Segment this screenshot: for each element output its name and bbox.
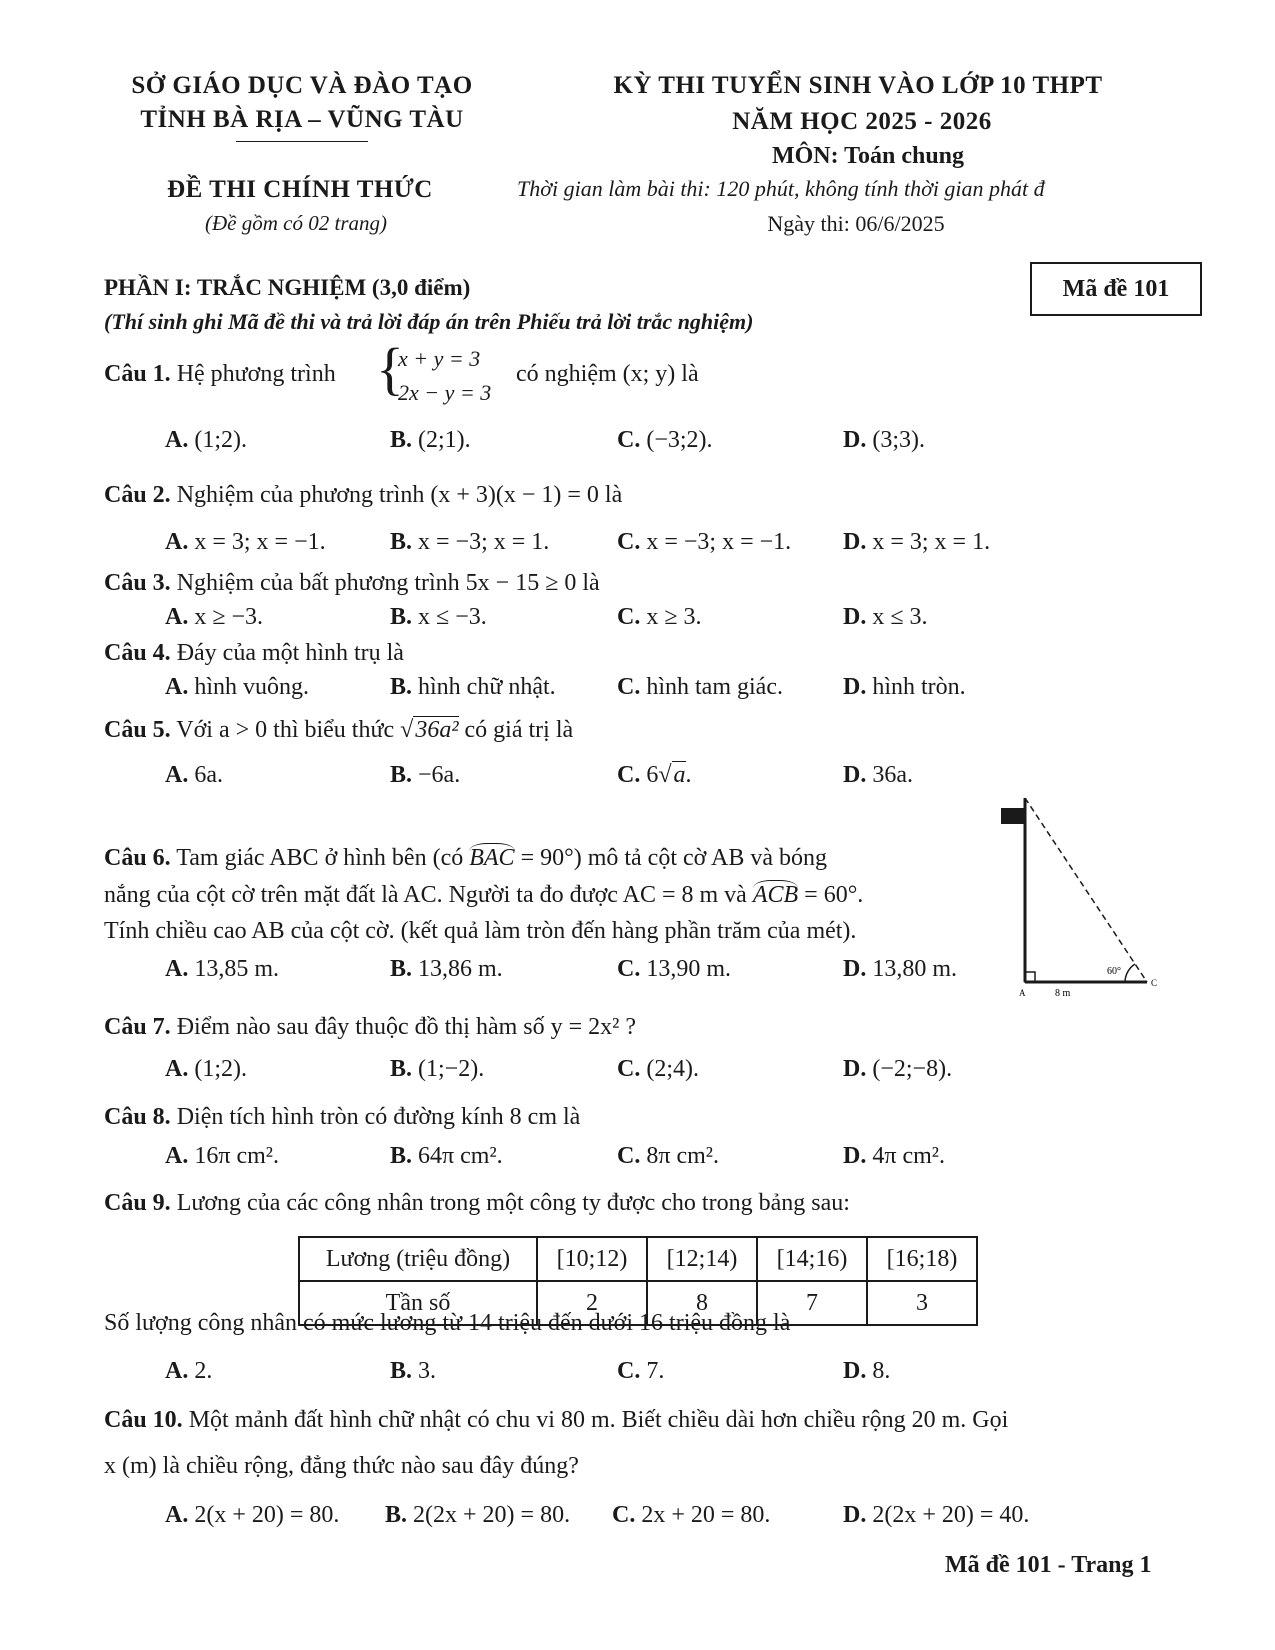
question-text: Với a > 0 thì biểu thức bbox=[176, 717, 395, 743]
option-a[interactable]: A. hình vuông. bbox=[165, 674, 310, 700]
question-label: Câu 3. bbox=[104, 570, 171, 596]
exam-title: KỲ THI TUYỂN SINH VÀO LỚP 10 THPT bbox=[613, 72, 1103, 99]
option-b[interactable]: B. hình chữ nhật. bbox=[390, 674, 556, 700]
option-c[interactable]: C. 2x + 20 = 80. bbox=[612, 1502, 771, 1528]
question-label: Câu 4. bbox=[104, 640, 171, 666]
option-d[interactable]: D. 2(2x + 20) = 40. bbox=[843, 1502, 1030, 1528]
question-10 bbox=[104, 1407, 1008, 1434]
equation-2: 2x − y = 3 bbox=[398, 380, 492, 405]
question-label: Câu 1. bbox=[104, 361, 171, 387]
question-label: Câu 10. bbox=[104, 1407, 183, 1433]
question-text: Điểm nào sau đây thuộc đồ thị hàm số y = 2x² ? bbox=[176, 1014, 637, 1040]
question-9-followup: Số lượng công nhân có mức lương từ 14 triệu đến dưới 16 triệu đồng là bbox=[104, 1310, 791, 1336]
question-3 bbox=[104, 570, 600, 597]
question-label: Câu 7. bbox=[104, 1014, 171, 1040]
question-10-line-2: x (m) là chiều rộng, đẳng thức nào sau đây đúng? bbox=[104, 1453, 579, 1479]
department-name: SỞ GIÁO DỤC VÀ ĐÀO TẠO bbox=[131, 72, 473, 99]
page-footer: Mã đề 101 - Trang 1 bbox=[945, 1552, 1152, 1578]
option-b[interactable]: B. 2(2x + 20) = 80. bbox=[385, 1502, 571, 1528]
option-b[interactable]: B. (2;1). bbox=[390, 427, 471, 453]
question-4 bbox=[104, 640, 404, 667]
subject: MÔN: Toán chung bbox=[771, 143, 965, 169]
option-c[interactable]: C. (−3;2). bbox=[617, 427, 713, 453]
question-9 bbox=[104, 1190, 850, 1217]
question-7 bbox=[104, 1014, 636, 1041]
option-c[interactable]: C. x ≥ 3. bbox=[617, 604, 702, 630]
sun-ray-bc bbox=[1025, 798, 1147, 982]
school-year: NĂM HỌC 2025 - 2026 bbox=[732, 108, 992, 135]
option-c[interactable]: C. (2;4). bbox=[617, 1056, 699, 1082]
option-a[interactable]: A. 6a. bbox=[165, 762, 223, 788]
angle-arc bbox=[1125, 964, 1135, 982]
option-a[interactable]: A. 2(x + 20) = 80. bbox=[165, 1502, 340, 1528]
option-b[interactable]: B. 3. bbox=[390, 1358, 437, 1384]
section-title: PHẦN I: TRẮC NGHIỆM (3,0 điểm) bbox=[104, 275, 471, 300]
question-6-line-3: Tính chiều cao AB của cột cờ. (kết quả làm tròn đến hàng phần trăm của mét). bbox=[104, 918, 857, 944]
option-a[interactable]: A. 13,85 m. bbox=[165, 956, 280, 982]
question-text: Tam giác ABC ở hình bên (có bbox=[176, 845, 464, 871]
option-c[interactable]: C. 8π cm². bbox=[617, 1143, 719, 1169]
option-b[interactable]: B. x = −3; x = 1. bbox=[390, 529, 550, 555]
option-b[interactable]: B. −6a. bbox=[390, 762, 461, 788]
option-c[interactable]: C. hình tam giác. bbox=[617, 674, 783, 700]
option-c[interactable]: C. 7. bbox=[617, 1358, 665, 1384]
range-cell: [10;12) bbox=[537, 1237, 647, 1281]
frequency-cell: 8 bbox=[647, 1281, 757, 1325]
option-d[interactable]: D. x = 3; x = 1. bbox=[843, 529, 991, 555]
question-label: Câu 2. bbox=[104, 482, 171, 508]
question-5 bbox=[104, 717, 573, 744]
equation-1: x + y = 3 bbox=[398, 346, 481, 371]
option-a[interactable]: A. x = 3; x = −1. bbox=[165, 529, 326, 555]
range-cell: [12;14) bbox=[647, 1237, 757, 1281]
frequency-cell: 2 bbox=[537, 1281, 647, 1325]
sqrt-sign: √ bbox=[400, 717, 414, 743]
frequency-cell: 7 bbox=[757, 1281, 867, 1325]
question-text: Một mảnh đất hình chữ nhật có chu vi 80 m. Biết chiều dài hơn chiều rộng 20 m. Gọi bbox=[188, 1407, 1009, 1433]
question-6-line-2 bbox=[104, 882, 863, 909]
range-cell: [16;18) bbox=[867, 1237, 977, 1281]
option-a[interactable]: A. 2. bbox=[165, 1358, 213, 1384]
question-6 bbox=[104, 845, 827, 872]
option-a[interactable]: A. 16π cm². bbox=[165, 1143, 279, 1169]
option-d[interactable]: D. x ≤ 3. bbox=[843, 604, 928, 630]
system-brace: { bbox=[376, 336, 404, 401]
option-c[interactable]: C. 6√a. bbox=[617, 762, 692, 788]
question-text-end: có nghiệm (x; y) là bbox=[516, 361, 699, 387]
question-text: Hệ phương trình bbox=[176, 361, 336, 387]
question-label: Câu 6. bbox=[104, 845, 171, 871]
header-divider bbox=[236, 141, 368, 142]
option-b[interactable]: B. (1;−2). bbox=[390, 1056, 485, 1082]
option-d[interactable]: D. 13,80 m. bbox=[843, 956, 958, 982]
angle-acb: ACB bbox=[752, 882, 799, 908]
option-d[interactable]: D. 36a. bbox=[843, 762, 913, 788]
radicand: 36a² bbox=[415, 717, 459, 743]
angle-label: 60° bbox=[1107, 966, 1121, 977]
question-8 bbox=[104, 1104, 580, 1131]
question-text: = 90°) mô tả cột cờ AB và bóng bbox=[520, 845, 828, 871]
question-2 bbox=[104, 482, 622, 509]
option-a[interactable]: A. x ≥ −3. bbox=[165, 604, 264, 630]
option-a[interactable]: A. (1;2). bbox=[165, 427, 247, 453]
option-d[interactable]: D. 8. bbox=[843, 1358, 891, 1384]
question-text: nắng của cột cờ trên mặt đất là AC. Người ta đo được AC = 8 m và bbox=[104, 882, 747, 908]
question-label: Câu 8. bbox=[104, 1104, 171, 1130]
range-cell: [14;16) bbox=[757, 1237, 867, 1281]
point-c-label: C bbox=[1151, 978, 1158, 988]
exam-code-box: Mã đề 101 bbox=[1030, 262, 1202, 316]
question-text: Nghiệm của bất phương trình 5x − 15 ≥ 0 là bbox=[176, 570, 600, 596]
section-instruction: (Thí sinh ghi Mã đề thi và trả lời đáp án trên Phiếu trả lời trắc nghiệm) bbox=[104, 309, 754, 334]
option-b[interactable]: B. x ≤ −3. bbox=[390, 604, 487, 630]
question-label: Câu 5. bbox=[104, 717, 171, 743]
flag-icon bbox=[1001, 808, 1025, 824]
option-b[interactable]: B. 13,86 m. bbox=[390, 956, 503, 982]
question-text: = 60°. bbox=[804, 882, 864, 908]
option-c[interactable]: C. x = −3; x = −1. bbox=[617, 529, 792, 555]
question-label: Câu 9. bbox=[104, 1190, 171, 1216]
option-d[interactable]: D. (−2;−8). bbox=[843, 1056, 953, 1082]
question-1 bbox=[104, 361, 336, 388]
option-d[interactable]: D. hình tròn. bbox=[843, 674, 966, 700]
table-row bbox=[299, 1237, 977, 1281]
option-a[interactable]: A. (1;2). bbox=[165, 1056, 247, 1082]
length-label: 8 m bbox=[1055, 988, 1071, 999]
table-header-cell: Tần số bbox=[299, 1281, 537, 1325]
question-text: Nghiệm của phương trình (x + 3)(x − 1) = 0 là bbox=[176, 482, 623, 508]
frequency-cell: 3 bbox=[867, 1281, 977, 1325]
point-a-label: A bbox=[1019, 988, 1026, 998]
table-header-cell: Lương (triệu đồng) bbox=[299, 1237, 537, 1281]
angle-bac: BAC bbox=[469, 845, 515, 871]
flagpole-figure bbox=[995, 790, 1175, 1000]
option-c[interactable]: C. 13,90 m. bbox=[617, 956, 732, 982]
province-name: TỈNH BÀ RỊA – VŨNG TÀU bbox=[140, 106, 464, 133]
question-text: Lương của các công nhân trong một công ty được cho trong bảng sau: bbox=[176, 1190, 850, 1216]
page-count-note: (Đề gồm có 02 trang) bbox=[205, 211, 387, 235]
option-d[interactable]: D. 4π cm². bbox=[843, 1143, 945, 1169]
question-text: Diện tích hình tròn có đường kính 8 cm là bbox=[176, 1104, 581, 1130]
duration: Thời gian làm bài thi: 120 phút, không tính thời gian phát đ bbox=[517, 176, 1045, 201]
official-exam-label: ĐỀ THI CHÍNH THỨC bbox=[167, 176, 433, 203]
question-text-end: có giá trị là bbox=[464, 717, 574, 743]
option-d[interactable]: D. (3;3). bbox=[843, 427, 925, 453]
exam-date: Ngày thi: 06/6/2025 bbox=[767, 211, 945, 236]
question-text: Đáy của một hình trụ là bbox=[176, 640, 404, 666]
option-b[interactable]: B. 64π cm². bbox=[390, 1143, 503, 1169]
